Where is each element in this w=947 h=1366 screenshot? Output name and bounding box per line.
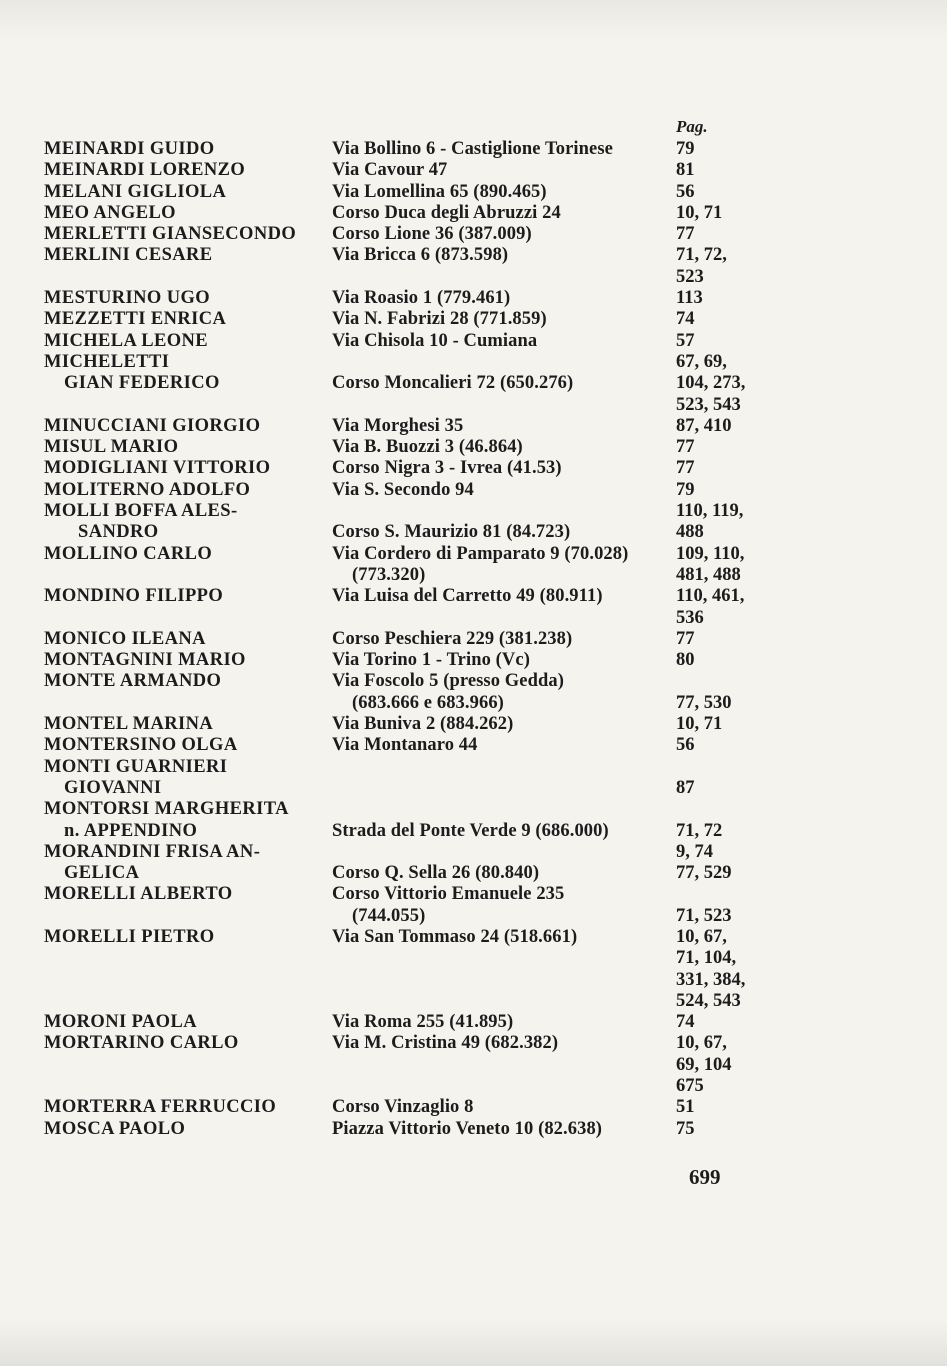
entry-pages	[676, 352, 784, 416]
entry-address-line: (683.666 e 683.966)	[352, 692, 504, 713]
entry-name-line	[44, 565, 332, 586]
entry-address	[332, 160, 676, 181]
entry-pages	[676, 160, 784, 181]
entry-pages-line: 77, 529	[676, 863, 732, 884]
entry-pages-line	[676, 671, 784, 692]
entry-pages-line: 675	[676, 1076, 704, 1097]
entry-address	[332, 586, 676, 629]
entry-address-line	[332, 799, 676, 820]
entry-address-line	[332, 352, 676, 373]
entry-name-line: MEZZETTI ENRICA	[44, 309, 227, 330]
entry-name-line: GIOVANNI	[64, 777, 162, 798]
entry-address	[332, 309, 676, 330]
entry-address-line: Via Cordero di Pamparato 9 (70.028)	[332, 543, 629, 564]
entry-pages-line: 331, 384,	[676, 969, 746, 990]
entry-name-line: MICHELA LEONE	[44, 330, 209, 351]
entry-pages-line: 77	[676, 224, 695, 245]
entry-address	[332, 757, 676, 800]
entry-address	[332, 203, 676, 224]
entry-pages	[676, 544, 784, 587]
entry-name-line	[44, 906, 332, 927]
entry-pages-line: 10, 67,	[676, 926, 727, 947]
entry-name	[44, 1033, 332, 1097]
entry-address-line: Via N. Fabrizi 28 (771.859)	[332, 309, 547, 330]
entry-name-line	[44, 1055, 332, 1076]
entry-name-line: MERLETTI GIANSECONDO	[44, 224, 297, 245]
entry-address	[332, 182, 676, 203]
entry-pages-line: 77, 530	[676, 692, 732, 713]
entry-pages	[676, 629, 784, 650]
entry-name	[44, 586, 332, 629]
entry-pages-line: 523	[676, 266, 704, 287]
entry-name-line: MORELLI ALBERTO	[44, 884, 233, 905]
entry-name	[44, 714, 332, 735]
entry-address-line: (744.055)	[352, 905, 426, 926]
entry-name-line	[44, 608, 332, 629]
entry-name-line: MISUL MARIO	[44, 437, 179, 458]
entry-name-line: MOSCA PAOLO	[44, 1118, 186, 1139]
entry-address	[332, 480, 676, 501]
entry-pages-line: 87	[676, 777, 695, 798]
entry-name	[44, 480, 332, 501]
entry-address-line: Corso Vinzaglio 8	[332, 1097, 474, 1118]
entry-pages-line: 79	[676, 139, 695, 159]
entry-address-line: Corso Moncalieri 72 (650.276)	[332, 373, 574, 394]
entry-address	[332, 245, 676, 288]
entry-name-line: MONICO ILEANA	[44, 628, 206, 649]
entry-name	[44, 309, 332, 330]
entry-pages	[676, 182, 784, 203]
entry-address-line	[332, 608, 676, 629]
entry-pages	[676, 309, 784, 330]
entry-address-line: Via San Tommaso 24 (518.661)	[332, 926, 578, 947]
entry-name	[44, 842, 332, 885]
entry-pages-line: 56	[676, 181, 695, 202]
entry-address	[332, 629, 676, 650]
entry-address	[332, 884, 676, 927]
entry-name-line	[44, 395, 332, 416]
entry-address-line: Corso Peschiera 229 (381.238)	[332, 628, 573, 649]
entry-name	[44, 735, 332, 756]
index-entry	[44, 714, 784, 735]
entry-name	[44, 884, 332, 927]
entry-pages-line: 75	[676, 1118, 695, 1139]
entry-name	[44, 437, 332, 458]
entry-address-line: (773.320)	[352, 564, 426, 585]
entry-pages	[676, 416, 784, 437]
entry-address	[332, 671, 676, 714]
entry-address	[332, 224, 676, 245]
entry-pages	[676, 1012, 784, 1033]
entry-name-line	[44, 991, 332, 1012]
entry-pages	[676, 288, 784, 309]
entry-pages-line: 79	[676, 479, 695, 500]
entry-name-line: MONTERSINO OLGA	[44, 735, 238, 756]
entry-pages-line: 524, 543	[676, 990, 741, 1011]
entry-name-line: MONDINO FILIPPO	[44, 586, 224, 607]
index-entry	[44, 884, 784, 927]
index-entry	[44, 735, 784, 756]
entry-address-line: Via Lomellina 65 (890.465)	[332, 181, 547, 202]
entry-name-line: MONTEL MARINA	[44, 714, 214, 735]
entry-name-line	[44, 267, 332, 288]
index-entry	[44, 458, 784, 479]
entry-address-line	[332, 501, 676, 522]
entry-pages-line: 523, 543	[676, 394, 741, 415]
entry-pages-line: 10, 71	[676, 714, 723, 735]
entry-name	[44, 671, 332, 714]
entry-address	[332, 331, 676, 352]
name-index-list	[44, 139, 784, 1140]
entry-name-line	[44, 948, 332, 969]
entry-pages-line: 67, 69,	[676, 351, 727, 372]
index-entry	[44, 1033, 784, 1097]
entry-address-line: Via Luisa del Carretto 49 (80.911)	[332, 586, 603, 607]
entry-address	[332, 1097, 676, 1118]
entry-name-line: MORELLI PIETRO	[44, 926, 215, 947]
entry-pages-line: 74	[676, 1012, 695, 1033]
entry-address-line: Corso S. Maurizio 81 (84.723)	[332, 522, 571, 543]
index-entry	[44, 160, 784, 181]
entry-pages	[676, 757, 784, 800]
entry-address-line: Via Montanaro 44	[332, 735, 478, 756]
entry-pages-line: 74	[676, 309, 695, 330]
entry-address-line: Via Bricca 6 (873.598)	[332, 245, 509, 266]
entry-pages-line: 87, 410	[676, 415, 732, 436]
entry-name	[44, 544, 332, 587]
entry-pages	[676, 245, 784, 288]
entry-name-line: GIAN FEDERICO	[64, 373, 220, 394]
entry-address	[332, 437, 676, 458]
entry-address-line: Via Roma 255 (41.895)	[332, 1012, 514, 1033]
entry-address-line	[332, 948, 676, 969]
index-entry	[44, 245, 784, 288]
entry-name	[44, 458, 332, 479]
index-entry	[44, 650, 784, 671]
entry-address-line: Corso Nigra 3 - Ivrea (41.53)	[332, 458, 562, 479]
entry-name-line: MELANI GIGLIOLA	[44, 181, 227, 202]
entry-pages	[676, 735, 784, 756]
index-entry	[44, 224, 784, 245]
index-entry	[44, 1012, 784, 1033]
index-entry	[44, 544, 784, 587]
index-entry	[44, 671, 784, 714]
entry-name	[44, 182, 332, 203]
entry-name-line: MINUCCIANI GIORGIO	[44, 415, 261, 436]
entry-address	[332, 1033, 676, 1097]
entry-address	[332, 735, 676, 756]
entry-name-line: MOLLINO CARLO	[44, 543, 213, 564]
entry-name-line: GELICA	[64, 863, 140, 884]
entry-address	[332, 416, 676, 437]
entry-address	[332, 352, 676, 416]
page-number: 699	[689, 1165, 721, 1189]
entry-pages-line: 51	[676, 1097, 695, 1118]
entry-name-line: MONTI GUARNIERI	[44, 756, 228, 777]
entry-address	[332, 799, 676, 842]
entry-address-line	[332, 757, 676, 778]
entry-pages-line	[676, 757, 784, 778]
entry-pages	[676, 650, 784, 671]
entry-address-line: Via Foscolo 5 (presso Gedda)	[332, 671, 564, 692]
entry-name	[44, 139, 332, 160]
entry-pages	[676, 203, 784, 224]
entry-address-line: Strada del Ponte Verde 9 (686.000)	[332, 820, 609, 841]
entry-pages	[676, 842, 784, 885]
entry-address	[332, 1012, 676, 1033]
entry-address-line: Via Buniva 2 (884.262)	[332, 714, 514, 735]
index-entry	[44, 352, 784, 416]
entry-name	[44, 799, 332, 842]
entry-address-line: Via Torino 1 - Trino (Vc)	[332, 650, 530, 671]
entry-pages-line: 481, 488	[676, 564, 741, 585]
entry-name	[44, 757, 332, 800]
entry-address-line: Via Morghesi 35	[332, 415, 464, 436]
entry-pages-line: 104, 273,	[676, 373, 746, 394]
entry-pages-line: 57	[676, 330, 695, 351]
entry-name	[44, 650, 332, 671]
entry-address	[332, 714, 676, 735]
entry-pages	[676, 1033, 784, 1097]
entry-name	[44, 416, 332, 437]
entry-address	[332, 650, 676, 671]
entry-name-line: MEO ANGELO	[44, 202, 176, 223]
entry-pages-line	[676, 799, 784, 820]
entry-address-line: Via Roasio 1 (779.461)	[332, 288, 511, 309]
entry-pages-line: 77	[676, 437, 695, 458]
index-entry	[44, 288, 784, 309]
entry-name-line: MODIGLIANI VITTORIO	[44, 458, 271, 479]
entry-name-line: MORONI PAOLA	[44, 1012, 197, 1033]
entry-name-line: MERLINI CESARE	[44, 245, 213, 266]
index-entry	[44, 203, 784, 224]
entry-address-line: Corso Vittorio Emanuele 235	[332, 884, 565, 905]
entry-name	[44, 160, 332, 181]
index-entry	[44, 842, 784, 885]
entry-address	[332, 288, 676, 309]
index-entry	[44, 501, 784, 544]
entry-address-line: Via Chisola 10 - Cumiana	[332, 330, 538, 351]
entry-address	[332, 842, 676, 885]
entry-pages-line: 113	[676, 288, 703, 309]
entry-name-line	[44, 1076, 332, 1097]
entry-name-line: MEINARDI LORENZO	[44, 160, 246, 181]
entry-name	[44, 1012, 332, 1033]
entry-pages-line: 10, 67,	[676, 1033, 727, 1054]
index-entry	[44, 182, 784, 203]
entry-pages	[676, 480, 784, 501]
entry-name-line	[44, 970, 332, 991]
entry-pages	[676, 586, 784, 629]
entry-name-line: MEINARDI GUIDO	[44, 139, 215, 159]
entry-address-line	[332, 267, 676, 288]
index-entry	[44, 757, 784, 800]
entry-address-line	[332, 1055, 676, 1076]
entry-pages-line: 10, 71	[676, 202, 723, 223]
index-entry	[44, 927, 784, 1012]
entry-name-line: MONTAGNINI MARIO	[44, 650, 246, 671]
entry-pages	[676, 139, 784, 160]
entry-address-line	[332, 778, 676, 799]
entry-address-line: Via B. Buozzi 3 (46.864)	[332, 437, 523, 458]
entry-name-line: SANDRO	[78, 522, 159, 543]
entry-pages	[676, 671, 784, 714]
entry-pages-line: 110, 119,	[676, 501, 744, 522]
entry-address-line	[332, 395, 676, 416]
index-entry	[44, 309, 784, 330]
entry-name-line: MONTORSI MARGHERITA	[44, 799, 289, 820]
index-entry	[44, 480, 784, 501]
entry-name-line: MICHELETTI	[44, 351, 170, 372]
entry-address-line: Via S. Secondo 94	[332, 479, 474, 500]
entry-name-line: MORANDINI FRISA AN-	[44, 841, 261, 862]
entry-address	[332, 1119, 676, 1140]
entry-pages	[676, 1097, 784, 1118]
entry-pages	[676, 1119, 784, 1140]
entry-address-line	[332, 842, 676, 863]
entry-pages-line: 110, 461,	[676, 586, 745, 607]
entry-pages	[676, 884, 784, 927]
entry-pages-line: 71, 523	[676, 905, 732, 926]
entry-address-line: Corso Q. Sella 26 (80.840)	[332, 863, 540, 884]
index-entry	[44, 629, 784, 650]
entry-pages	[676, 331, 784, 352]
entry-pages-line: 77	[676, 458, 695, 479]
entry-address	[332, 458, 676, 479]
entry-pages-line: 488	[676, 522, 704, 543]
entry-pages-line: 77	[676, 628, 695, 649]
entry-name	[44, 629, 332, 650]
entry-address-line: Corso Lione 36 (387.009)	[332, 224, 532, 245]
entry-pages-line: 81	[676, 160, 695, 181]
entry-pages	[676, 437, 784, 458]
entry-pages	[676, 458, 784, 479]
entry-name-line: MOLLI BOFFA ALES-	[44, 501, 238, 522]
entry-name	[44, 927, 332, 1012]
entry-pages-line: 80	[676, 650, 695, 671]
pages-column-header: Pag.	[676, 117, 708, 136]
entry-address-line: Via Cavour 47	[332, 160, 448, 181]
entry-address-line	[332, 991, 676, 1012]
entry-name	[44, 501, 332, 544]
entry-name-line	[44, 693, 332, 714]
entry-pages-line: 71, 104,	[676, 948, 737, 969]
entry-name	[44, 245, 332, 288]
entry-pages-line: 71, 72	[676, 820, 723, 841]
entry-name	[44, 224, 332, 245]
entry-pages	[676, 501, 784, 544]
entry-name	[44, 203, 332, 224]
entry-address-line	[332, 970, 676, 991]
index-entry	[44, 1097, 784, 1118]
entry-name-line: MORTERRA FERRUCCIO	[44, 1097, 277, 1118]
entry-address-line: Via Bollino 6 - Castiglione Torinese	[332, 139, 613, 159]
entry-address	[332, 927, 676, 1012]
index-entry	[44, 1119, 784, 1140]
entry-name	[44, 1119, 332, 1140]
entry-pages-line	[676, 884, 784, 905]
entry-pages-line: 9, 74	[676, 841, 713, 862]
entry-name	[44, 331, 332, 352]
entry-name	[44, 288, 332, 309]
index-entry	[44, 331, 784, 352]
entry-pages-line: 56	[676, 735, 695, 756]
entry-name-line: MOLITERNO ADOLFO	[44, 479, 251, 500]
entry-pages	[676, 799, 784, 842]
index-entry	[44, 437, 784, 458]
entry-address-line	[332, 1076, 676, 1097]
entry-pages-line: 109, 110,	[676, 543, 745, 564]
entry-name	[44, 1097, 332, 1118]
entry-address	[332, 544, 676, 587]
entry-pages	[676, 714, 784, 735]
entry-address-line: Corso Duca degli Abruzzi 24	[332, 202, 561, 223]
entry-pages-line: 71, 72,	[676, 245, 727, 266]
entry-address-line: Piazza Vittorio Veneto 10 (82.638)	[332, 1118, 603, 1139]
entry-address	[332, 501, 676, 544]
entry-pages-line: 69, 104	[676, 1054, 732, 1075]
entry-address	[332, 139, 676, 160]
index-entry	[44, 416, 784, 437]
entry-name-line: n. APPENDINO	[64, 820, 198, 841]
index-entry	[44, 139, 784, 160]
entry-name-line: MONTE ARMANDO	[44, 671, 222, 692]
entry-name-line: MORTARINO CARLO	[44, 1033, 239, 1054]
entry-pages	[676, 927, 784, 1012]
entry-name	[44, 352, 332, 416]
entry-pages	[676, 224, 784, 245]
entry-name-line: MESTURINO UGO	[44, 288, 211, 309]
entry-pages-line: 536	[676, 607, 704, 628]
index-entry	[44, 799, 784, 842]
index-entry	[44, 586, 784, 629]
entry-address-line: Via M. Cristina 49 (682.382)	[332, 1033, 559, 1054]
